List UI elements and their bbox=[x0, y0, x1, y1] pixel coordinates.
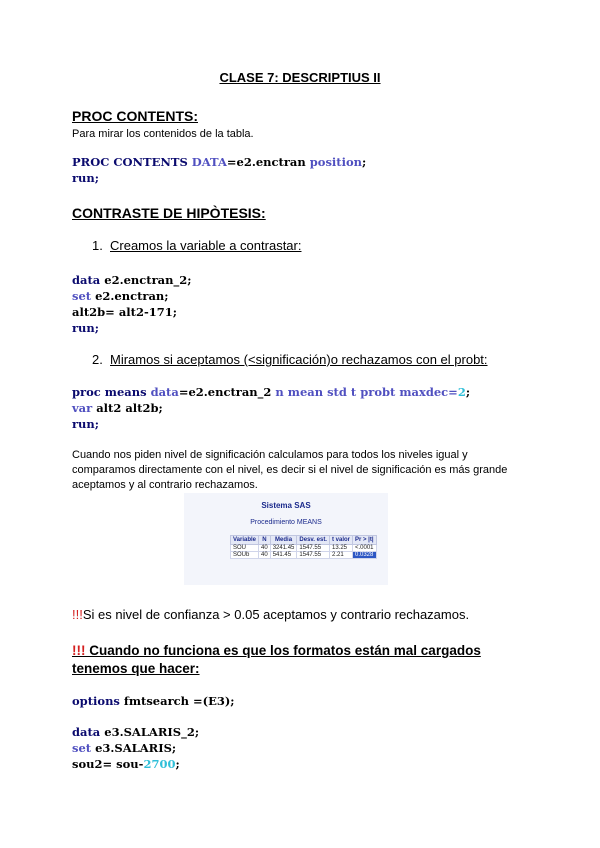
code-option: position bbox=[309, 155, 363, 169]
code-text: e2.enctran_2; bbox=[100, 273, 192, 287]
step-item bbox=[92, 238, 301, 254]
sas-output-title: Sistema SAS bbox=[261, 501, 311, 510]
sas-output-table-image bbox=[184, 493, 388, 585]
section-heading-contraste: CONTRASTE DE HIPÒTESIS: bbox=[72, 205, 266, 221]
table-cell: 40 bbox=[259, 552, 271, 559]
explanation-paragraph: Cuando nos piden nivel de significación calculamos para todos los niveles igual y comparamos directamente con el nivel, es decir si el nivel de significación es más grande aceptamos y al contrario rechazamos. bbox=[72, 449, 508, 491]
code-option: data bbox=[146, 385, 179, 399]
code-keyword: data bbox=[72, 725, 101, 739]
section-heading-formats bbox=[72, 642, 532, 678]
section-heading-proc-contents: PROC CONTENTS: bbox=[72, 108, 198, 124]
step-text: Miramos si aceptamos (<significación)o rechazamos con el probt: bbox=[110, 352, 488, 367]
code-keyword: run; bbox=[72, 321, 100, 335]
code-block-salaris bbox=[72, 724, 199, 772]
code-keyword: options bbox=[72, 694, 120, 708]
code-keyword: run; bbox=[72, 417, 100, 431]
code-keyword: data bbox=[72, 273, 101, 287]
code-keyword: set bbox=[72, 741, 92, 755]
table-cell: SOUb bbox=[231, 552, 259, 559]
code-text: fmtsearch =(E3); bbox=[119, 694, 235, 708]
alert-marks: !!! bbox=[72, 607, 83, 622]
column-header: t valor bbox=[329, 536, 352, 545]
code-block-proc-contents bbox=[72, 154, 366, 186]
code-text: ; bbox=[465, 385, 471, 399]
table-cell: 1547.55 bbox=[297, 545, 330, 552]
code-text: =e2.enctran bbox=[226, 155, 310, 169]
sas-output-subtitle: Procedimiento MEANS bbox=[250, 519, 322, 526]
table-row bbox=[231, 545, 377, 552]
table-cell: 40 bbox=[259, 545, 271, 552]
table-cell: 3241.45 bbox=[270, 545, 297, 552]
heading-text: Cuando no funciona es que los formatos están mal cargados tenemos que hacer: bbox=[72, 643, 481, 676]
code-text: sou2= sou- bbox=[72, 757, 144, 771]
column-header: Desv. est. bbox=[297, 536, 330, 545]
column-header: Variable bbox=[231, 536, 259, 545]
code-keyword: run; bbox=[72, 171, 100, 185]
column-header: Pr > |t| bbox=[353, 536, 377, 545]
table-cell-highlighted: 0.0328 bbox=[353, 552, 377, 559]
table-cell: 1547.55 bbox=[297, 552, 330, 559]
code-block-data-step bbox=[72, 272, 191, 336]
code-text: e3.SALARIS_2; bbox=[100, 725, 200, 739]
step-number: 2. bbox=[92, 352, 103, 367]
column-header: N bbox=[259, 536, 271, 545]
code-option: DATA bbox=[191, 155, 227, 169]
table-cell: 13.25 bbox=[329, 545, 352, 552]
code-block-proc-means bbox=[72, 384, 470, 432]
code-text: ; bbox=[362, 155, 367, 169]
section-text: Para mirar los contenidos de la tabla. bbox=[72, 128, 254, 140]
table-cell: 541.45 bbox=[270, 552, 297, 559]
table-cell: <.0001 bbox=[353, 545, 377, 552]
code-text: alt2 alt2b; bbox=[92, 401, 163, 415]
code-number: 2 bbox=[457, 385, 466, 399]
confidence-note bbox=[72, 607, 552, 622]
step-item bbox=[92, 352, 488, 368]
table-header-row bbox=[231, 536, 377, 545]
table-row bbox=[231, 552, 377, 559]
table-cell: SOU bbox=[231, 545, 259, 552]
sas-results-table bbox=[230, 535, 377, 559]
step-number: 1. bbox=[92, 238, 103, 253]
column-header: Media bbox=[270, 536, 297, 545]
code-keyword: proc means bbox=[72, 385, 147, 399]
code-option: n mean std t probt maxdec= bbox=[275, 385, 458, 399]
code-block-options bbox=[72, 693, 235, 709]
note-text: Si es nivel de confianza > 0.05 aceptamos y contrario rechazamos. bbox=[82, 607, 470, 622]
table-cell: 2.21 bbox=[329, 552, 352, 559]
code-keyword: PROC CONTENTS bbox=[72, 155, 188, 169]
step-text: Creamos la variable a contrastar: bbox=[110, 238, 302, 253]
code-text: alt2b= alt2-171; bbox=[72, 305, 177, 319]
alert-marks: !!! bbox=[72, 643, 86, 658]
code-text: ; bbox=[175, 757, 180, 771]
page-title: CLASE 7: DESCRIPTIUS II bbox=[219, 70, 381, 85]
code-text: e2.enctran; bbox=[91, 289, 169, 303]
code-keyword: var bbox=[72, 401, 93, 415]
code-text: =e2.enctran_2 bbox=[178, 385, 276, 399]
code-text: e3.SALARIS; bbox=[91, 741, 177, 755]
code-keyword: set bbox=[72, 289, 92, 303]
code-number: 2700 bbox=[143, 757, 176, 771]
